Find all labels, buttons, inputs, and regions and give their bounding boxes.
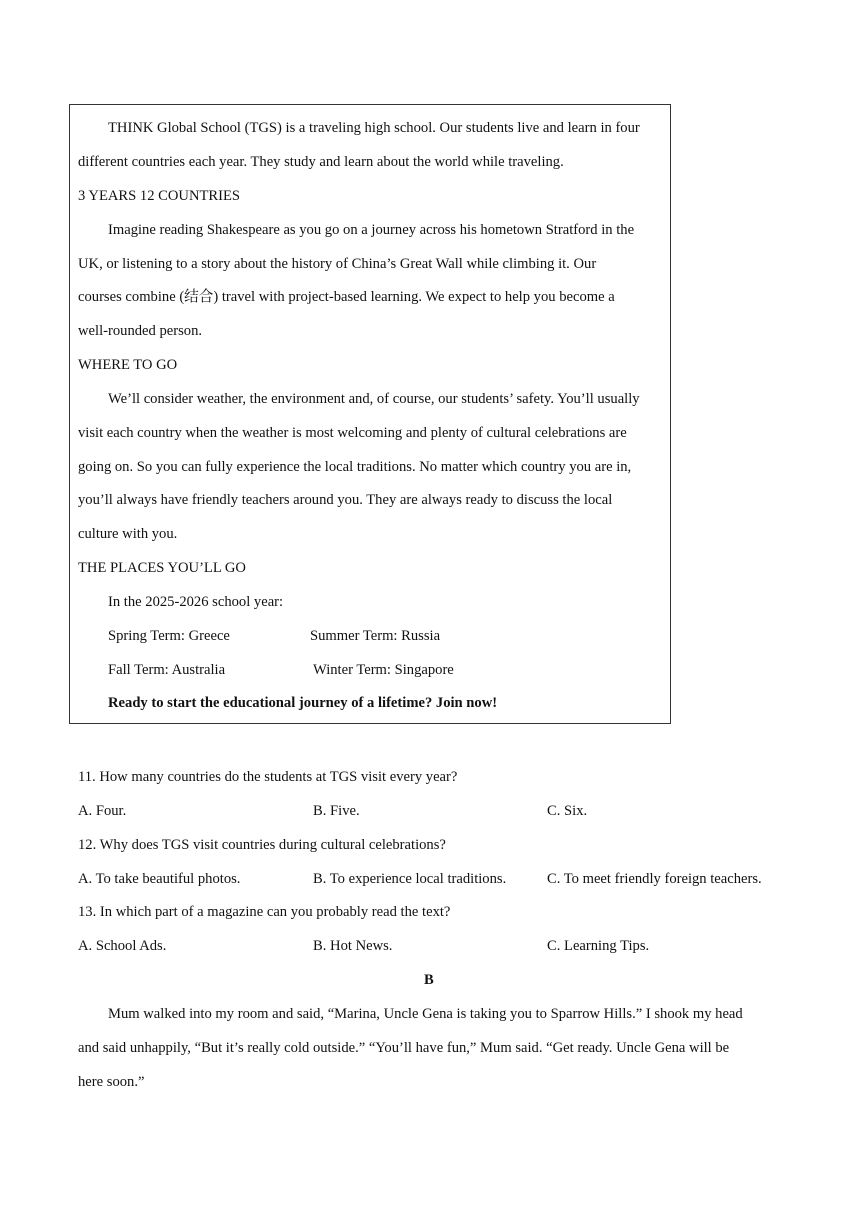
section1-line-1: Imagine reading Shakespeare as you go on a journey across his hometown Stratford in the (108, 222, 635, 238)
section2-line-1: We’ll consider weather, the environment and, of course, our students’ safety. You’ll usually (108, 391, 640, 407)
question-11-option-c: C. Six. (547, 803, 588, 819)
section1-line-2: UK, or listening to a story about the history of China’s Great Wall while climbing it. Our (78, 256, 597, 272)
question-13-option-c: C. Learning Tips. (547, 938, 650, 954)
section2-line-2: visit each country when the weather is most welcoming and plenty of cultural celebrations are (78, 425, 627, 441)
question-12-option-c: C. To meet friendly foreign teachers. (547, 871, 762, 887)
section-heading-places: THE PLACES YOU’LL GO (78, 560, 246, 576)
term-summer: Summer Term: Russia (310, 628, 441, 644)
call-to-action: Ready to start the educational journey of a lifetime? Join now! (108, 695, 498, 711)
section-heading-where-to-go: WHERE TO GO (78, 357, 178, 373)
question-13-stem: 13. In which part of a magazine can you probably read the text? (78, 904, 451, 920)
school-year-line: In the 2025-2026 school year: (108, 594, 284, 610)
section1-line-4: well-rounded person. (78, 323, 203, 339)
question-12-option-b: B. To experience local traditions. (313, 871, 507, 887)
term-fall: Fall Term: Australia (108, 662, 226, 678)
section1-line-3: courses combine (结合) travel with project-based learning. We expect to help you become a (78, 289, 615, 305)
question-11-stem: 11. How many countries do the students at TGS visit every year? (78, 769, 458, 785)
question-11-option-a: A. Four. (78, 803, 127, 819)
term-winter: Winter Term: Singapore (313, 662, 454, 678)
ad-intro-line-1: THINK Global School (TGS) is a traveling high school. Our students live and learn in four (108, 120, 640, 136)
question-11-option-b: B. Five. (313, 803, 360, 819)
section-b-line-3: here soon.” (78, 1074, 145, 1090)
section-b-line-2: and said unhappily, “But it’s really cold outside.” “You’ll have fun,” Mum said. “Get ready. Uncle Gena will be (78, 1040, 730, 1056)
section-b-label: B (424, 972, 434, 988)
section-heading-3-years: 3 YEARS 12 COUNTRIES (78, 188, 241, 204)
term-spring: Spring Term: Greece (108, 628, 230, 644)
question-13-option-b: B. Hot News. (313, 938, 393, 954)
ad-intro-line-2: different countries each year. They study and learn about the world while traveling. (78, 154, 564, 170)
question-12-option-a: A. To take beautiful photos. (78, 871, 241, 887)
question-13-option-a: A. School Ads. (78, 938, 167, 954)
question-12-stem: 12. Why does TGS visit countries during cultural celebrations? (78, 837, 446, 853)
section-b-line-1: Mum walked into my room and said, “Marina, Uncle Gena is taking you to Sparrow Hills.” I shook my head (108, 1006, 743, 1022)
section2-line-3: going on. So you can fully experience the local traditions. No matter which country you are in, (78, 459, 632, 475)
section2-line-4: you’ll always have friendly teachers around you. They are always ready to discuss the local (78, 492, 613, 508)
section2-line-5: culture with you. (78, 526, 178, 542)
